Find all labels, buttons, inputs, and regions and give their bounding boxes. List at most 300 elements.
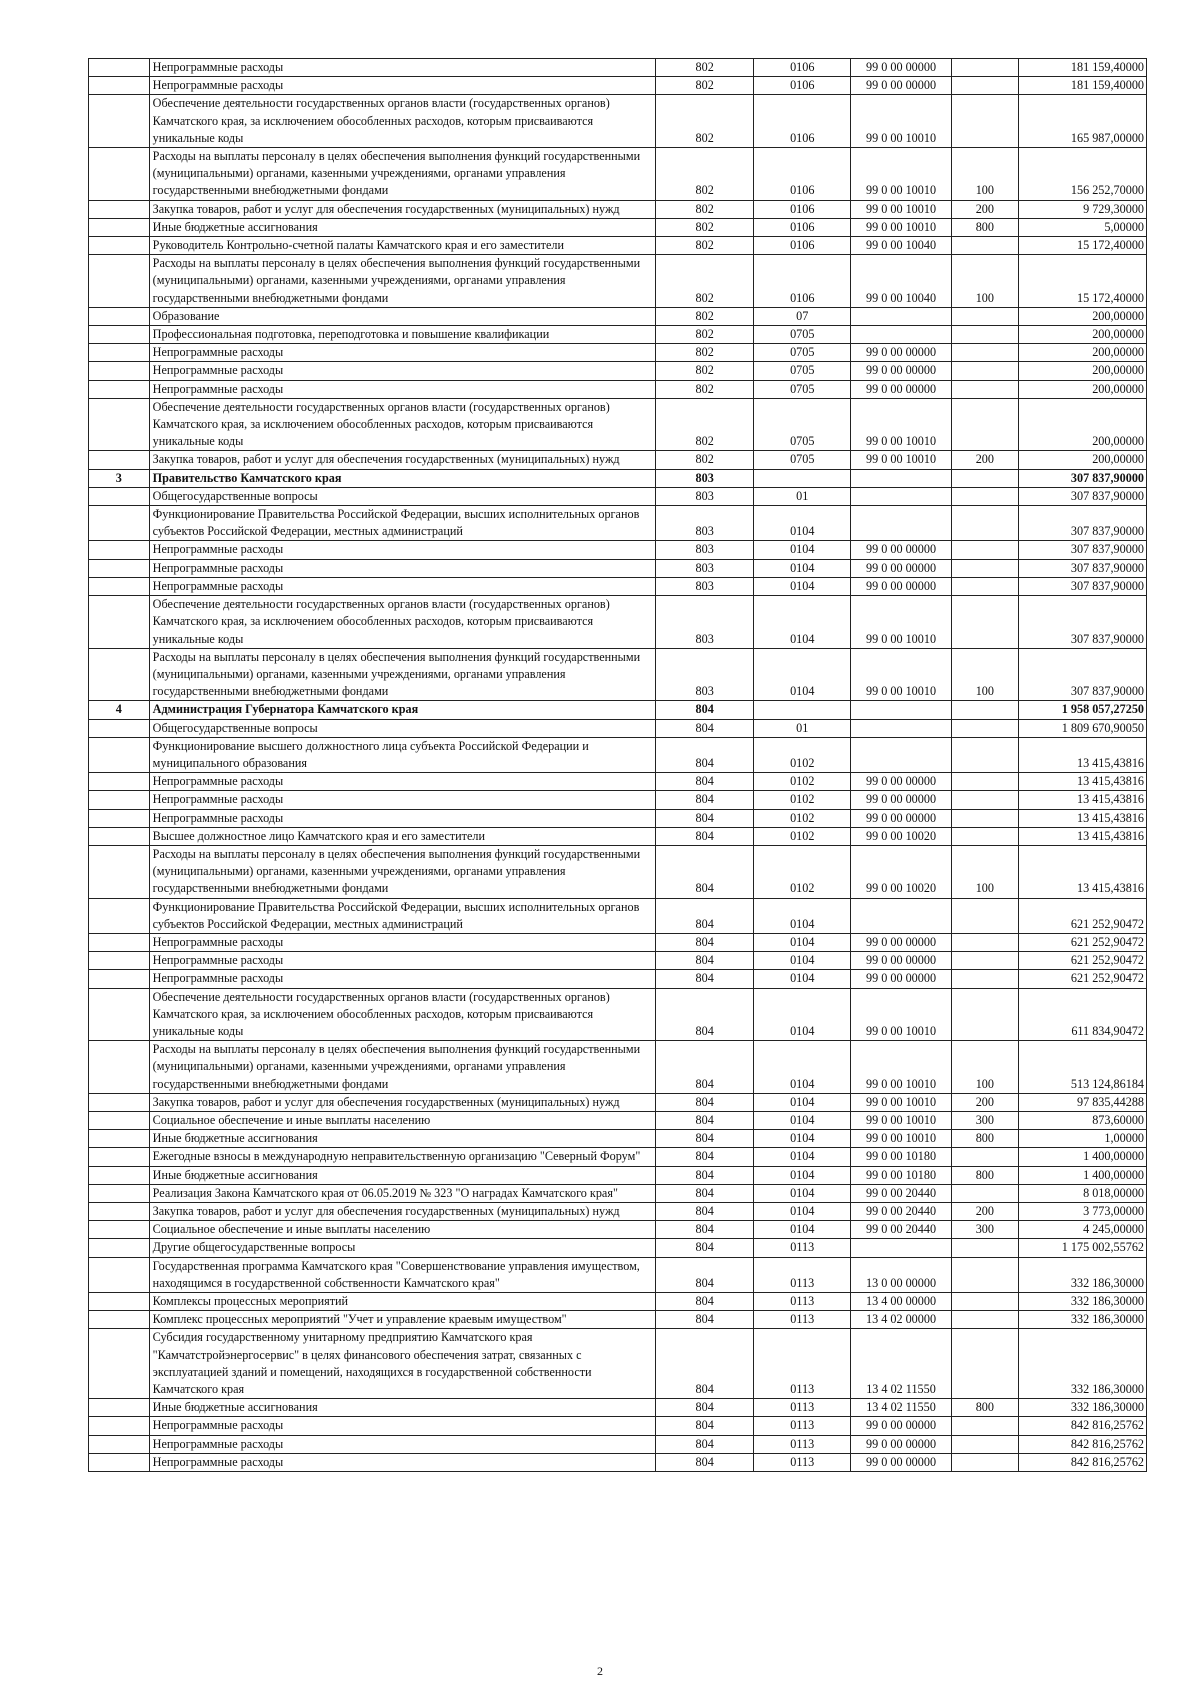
- amount-cell: 1 809 670,90050: [1019, 719, 1147, 737]
- expense-name-cell: Общегосударственные вопросы: [149, 487, 655, 505]
- table-row: [89, 1184, 1147, 1202]
- amount-cell: 621 252,90472: [1019, 970, 1147, 988]
- department-code-cell: 804: [656, 737, 754, 772]
- target-article-cell: [851, 307, 951, 325]
- expense-name-cell: Расходы на выплаты персоналу в целях обеспечения выполнения функций государственными (муниципальными) органами, казенными учреждениями, органами управления государственными внебюджетными фондами: [149, 648, 655, 701]
- amount-cell: 181 159,40000: [1019, 77, 1147, 95]
- expense-name-cell: Непрограммные расходы: [149, 933, 655, 951]
- department-code-cell: 804: [656, 719, 754, 737]
- section-code-cell: 0104: [754, 970, 851, 988]
- row-number-cell: [89, 255, 150, 308]
- section-code-cell: 0104: [754, 1041, 851, 1094]
- target-article-cell: 99 0 00 00000: [851, 970, 951, 988]
- amount-cell: 13 415,43816: [1019, 809, 1147, 827]
- section-code-cell: 0705: [754, 326, 851, 344]
- section-code-cell: 0102: [754, 845, 851, 898]
- department-code-cell: 802: [656, 148, 754, 201]
- target-article-cell: [851, 1239, 951, 1257]
- amount-cell: 332 186,30000: [1019, 1311, 1147, 1329]
- expense-name-cell: Непрограммные расходы: [149, 77, 655, 95]
- expense-name-cell: Социальное обеспечение и иные выплаты населению: [149, 1221, 655, 1239]
- table-row: [89, 506, 1147, 541]
- expense-name-cell: Непрограммные расходы: [149, 952, 655, 970]
- table-row: [89, 218, 1147, 236]
- expense-type-cell: [951, 541, 1018, 559]
- amount-cell: 513 124,86184: [1019, 1041, 1147, 1094]
- department-code-cell: 804: [656, 952, 754, 970]
- table-row: [89, 988, 1147, 1041]
- target-article-cell: 13 0 00 00000: [851, 1257, 951, 1292]
- table-row: [89, 469, 1147, 487]
- expense-name-cell: Функционирование Правительства Российской Федерации, высших исполнительных органов субъектов Российской Федерации, местных администраций: [149, 898, 655, 933]
- amount-cell: 332 186,30000: [1019, 1329, 1147, 1399]
- target-article-cell: 99 0 00 00000: [851, 380, 951, 398]
- amount-cell: 13 415,43816: [1019, 737, 1147, 772]
- expense-type-cell: 100: [951, 255, 1018, 308]
- expense-type-cell: 100: [951, 1041, 1018, 1094]
- expense-name-cell: Непрограммные расходы: [149, 541, 655, 559]
- table-row: [89, 737, 1147, 772]
- expense-type-cell: [951, 237, 1018, 255]
- amount-cell: 13 415,43816: [1019, 791, 1147, 809]
- table-row: [89, 541, 1147, 559]
- expense-type-cell: 100: [951, 648, 1018, 701]
- section-code-cell: 0113: [754, 1435, 851, 1453]
- row-number-cell: [89, 487, 150, 505]
- target-article-cell: 13 4 02 11550: [851, 1329, 951, 1399]
- table-row: [89, 148, 1147, 201]
- section-code-cell: 0106: [754, 77, 851, 95]
- amount-cell: 842 816,25762: [1019, 1435, 1147, 1453]
- expense-type-cell: [951, 952, 1018, 970]
- expense-type-cell: [951, 719, 1018, 737]
- amount-cell: 15 172,40000: [1019, 237, 1147, 255]
- table-row: [89, 970, 1147, 988]
- department-code-cell: 802: [656, 237, 754, 255]
- department-code-cell: 802: [656, 326, 754, 344]
- row-number-cell: [89, 1453, 150, 1471]
- row-number-cell: [89, 218, 150, 236]
- table-row: [89, 1257, 1147, 1292]
- table-row: [89, 398, 1147, 451]
- amount-cell: 307 837,90000: [1019, 469, 1147, 487]
- amount-cell: 3 773,00000: [1019, 1203, 1147, 1221]
- expense-name-cell: Иные бюджетные ассигнования: [149, 1130, 655, 1148]
- department-code-cell: 804: [656, 845, 754, 898]
- expense-name-cell: Обеспечение деятельности государственных органов власти (государственных органов) Камчатского края, за исключением обособленных расходов, которым присваиваются уникальные коды: [149, 596, 655, 649]
- table-row: [89, 1435, 1147, 1453]
- row-number-cell: [89, 200, 150, 218]
- table-row: [89, 827, 1147, 845]
- table-row: [89, 898, 1147, 933]
- expense-type-cell: [951, 701, 1018, 719]
- amount-cell: 200,00000: [1019, 362, 1147, 380]
- row-number-cell: [89, 845, 150, 898]
- expense-type-cell: [951, 1435, 1018, 1453]
- department-code-cell: 803: [656, 559, 754, 577]
- amount-cell: 1 958 057,27250: [1019, 701, 1147, 719]
- expense-name-cell: Непрограммные расходы: [149, 809, 655, 827]
- table-row: [89, 1453, 1147, 1471]
- target-article-cell: [851, 469, 951, 487]
- section-code-cell: 01: [754, 487, 851, 505]
- amount-cell: 621 252,90472: [1019, 933, 1147, 951]
- section-code-cell: 0106: [754, 255, 851, 308]
- table-row: [89, 362, 1147, 380]
- table-row: [89, 596, 1147, 649]
- department-code-cell: 802: [656, 200, 754, 218]
- expense-name-cell: Закупка товаров, работ и услуг для обеспечения государственных (муниципальных) нужд: [149, 1093, 655, 1111]
- amount-cell: 307 837,90000: [1019, 577, 1147, 595]
- expense-type-cell: [951, 988, 1018, 1041]
- expense-type-cell: [951, 487, 1018, 505]
- table-row: [89, 952, 1147, 970]
- amount-cell: 307 837,90000: [1019, 559, 1147, 577]
- table-row: [89, 255, 1147, 308]
- amount-cell: 200,00000: [1019, 398, 1147, 451]
- table-row: [89, 237, 1147, 255]
- expense-type-cell: [951, 737, 1018, 772]
- row-number-cell: [89, 1041, 150, 1094]
- section-code-cell: 0113: [754, 1453, 851, 1471]
- section-code-cell: 0104: [754, 952, 851, 970]
- table-row: [89, 1130, 1147, 1148]
- table-row: [89, 200, 1147, 218]
- table-row: [89, 307, 1147, 325]
- amount-cell: 181 159,40000: [1019, 59, 1147, 77]
- row-number-cell: [89, 541, 150, 559]
- target-article-cell: 99 0 00 10010: [851, 451, 951, 469]
- table-row: [89, 559, 1147, 577]
- row-number-cell: [89, 1399, 150, 1417]
- expense-name-cell: Непрограммные расходы: [149, 1453, 655, 1471]
- target-article-cell: 99 0 00 00000: [851, 791, 951, 809]
- expense-name-cell: Комплексы процессных мероприятий: [149, 1293, 655, 1311]
- expense-type-cell: [951, 791, 1018, 809]
- table-row: [89, 1166, 1147, 1184]
- target-article-cell: [851, 719, 951, 737]
- amount-cell: 13 415,43816: [1019, 773, 1147, 791]
- row-number-cell: [89, 827, 150, 845]
- section-code-cell: 0104: [754, 1166, 851, 1184]
- target-article-cell: 99 0 00 20440: [851, 1221, 951, 1239]
- expense-type-cell: [951, 898, 1018, 933]
- table-row: [89, 577, 1147, 595]
- expense-name-cell: Профессиональная подготовка, переподготовка и повышение квалификации: [149, 326, 655, 344]
- amount-cell: 156 252,70000: [1019, 148, 1147, 201]
- target-article-cell: 99 0 00 10010: [851, 148, 951, 201]
- target-article-cell: 99 0 00 10180: [851, 1148, 951, 1166]
- table-row: [89, 845, 1147, 898]
- amount-cell: 200,00000: [1019, 344, 1147, 362]
- expense-name-cell: Социальное обеспечение и иные выплаты населению: [149, 1111, 655, 1129]
- expense-name-cell: Обеспечение деятельности государственных органов власти (государственных органов) Камчатского края, за исключением обособленных расходов, которым присваиваются уникальные коды: [149, 398, 655, 451]
- table-row: [89, 77, 1147, 95]
- expense-type-cell: [951, 95, 1018, 148]
- section-code-cell: 0113: [754, 1257, 851, 1292]
- row-number-cell: [89, 1130, 150, 1148]
- target-article-cell: 99 0 00 10010: [851, 95, 951, 148]
- target-article-cell: [851, 737, 951, 772]
- section-code-cell: 0104: [754, 596, 851, 649]
- expense-name-cell: Субсидия государственному унитарному предприятию Камчатского края "Камчатстройэнергосервис" в целях финансового обеспечения затрат, связанных с эксплуатацией зданий и помещений, находящихся в государственной собственности Камчатского края: [149, 1329, 655, 1399]
- expense-name-cell: Непрограммные расходы: [149, 773, 655, 791]
- table-row: [89, 59, 1147, 77]
- department-code-cell: 804: [656, 1257, 754, 1292]
- table-row: [89, 719, 1147, 737]
- department-code-cell: 804: [656, 970, 754, 988]
- amount-cell: 13 415,43816: [1019, 845, 1147, 898]
- table-row: [89, 1111, 1147, 1129]
- amount-cell: 9 729,30000: [1019, 200, 1147, 218]
- expense-type-cell: [951, 362, 1018, 380]
- target-article-cell: [851, 701, 951, 719]
- section-code-cell: 0104: [754, 1184, 851, 1202]
- expense-name-cell: Расходы на выплаты персоналу в целях обеспечения выполнения функций государственными (муниципальными) органами, казенными учреждениями, органами управления государственными внебюджетными фондами: [149, 1041, 655, 1094]
- department-code-cell: 803: [656, 506, 754, 541]
- row-number-cell: [89, 1257, 150, 1292]
- expense-type-cell: 200: [951, 200, 1018, 218]
- table-row: [89, 1221, 1147, 1239]
- target-article-cell: 13 4 02 00000: [851, 1311, 951, 1329]
- amount-cell: 15 172,40000: [1019, 255, 1147, 308]
- section-code-cell: 0705: [754, 344, 851, 362]
- amount-cell: 332 186,30000: [1019, 1293, 1147, 1311]
- table-row: [89, 380, 1147, 398]
- expense-name-cell: Обеспечение деятельности государственных органов власти (государственных органов) Камчатского края, за исключением обособленных расходов, которым присваиваются уникальные коды: [149, 95, 655, 148]
- target-article-cell: 99 0 00 10040: [851, 237, 951, 255]
- expense-type-cell: 200: [951, 1093, 1018, 1111]
- section-code-cell: 0705: [754, 362, 851, 380]
- row-number-cell: [89, 1417, 150, 1435]
- expense-name-cell: Высшее должностное лицо Камчатского края и его заместители: [149, 827, 655, 845]
- target-article-cell: 99 0 00 00000: [851, 362, 951, 380]
- table-row: [89, 1329, 1147, 1399]
- table-row: [89, 95, 1147, 148]
- section-code-cell: 0104: [754, 1221, 851, 1239]
- section-code-cell: 0104: [754, 648, 851, 701]
- target-article-cell: 99 0 00 00000: [851, 933, 951, 951]
- amount-cell: 13 415,43816: [1019, 827, 1147, 845]
- department-code-cell: 802: [656, 380, 754, 398]
- department-code-cell: 803: [656, 541, 754, 559]
- row-number-cell: [89, 648, 150, 701]
- table-row: [89, 933, 1147, 951]
- table-row: [89, 1203, 1147, 1221]
- department-code-cell: 804: [656, 1311, 754, 1329]
- expense-type-cell: 200: [951, 1203, 1018, 1221]
- target-article-cell: 99 0 00 10010: [851, 648, 951, 701]
- row-number-cell: [89, 344, 150, 362]
- section-code-cell: 0106: [754, 200, 851, 218]
- table-row: [89, 809, 1147, 827]
- amount-cell: 200,00000: [1019, 451, 1147, 469]
- section-code-cell: 0113: [754, 1293, 851, 1311]
- target-article-cell: 99 0 00 10010: [851, 218, 951, 236]
- department-code-cell: 804: [656, 1221, 754, 1239]
- section-code-cell: 0102: [754, 737, 851, 772]
- department-code-cell: 802: [656, 344, 754, 362]
- department-code-cell: 804: [656, 1041, 754, 1094]
- amount-cell: 1 175 002,55762: [1019, 1239, 1147, 1257]
- row-number-cell: [89, 898, 150, 933]
- expense-name-cell: Ежегодные взносы в международную неправительственную организацию "Северный Форум": [149, 1148, 655, 1166]
- expense-type-cell: 100: [951, 148, 1018, 201]
- expense-name-cell: Непрограммные расходы: [149, 59, 655, 77]
- row-number-cell: [89, 398, 150, 451]
- expense-name-cell: Администрация Губернатора Камчатского края: [149, 701, 655, 719]
- department-code-cell: 804: [656, 933, 754, 951]
- section-code-cell: 0113: [754, 1239, 851, 1257]
- budget-table: [88, 58, 1147, 1472]
- amount-cell: 1 400,00000: [1019, 1166, 1147, 1184]
- expense-type-cell: 200: [951, 451, 1018, 469]
- expense-name-cell: Руководитель Контрольно-счетной палаты Камчатского края и его заместители: [149, 237, 655, 255]
- department-code-cell: 803: [656, 577, 754, 595]
- section-code-cell: 07: [754, 307, 851, 325]
- row-number-cell: [89, 77, 150, 95]
- target-article-cell: [851, 506, 951, 541]
- section-code-cell: 0113: [754, 1399, 851, 1417]
- target-article-cell: 13 4 00 00000: [851, 1293, 951, 1311]
- target-article-cell: 99 0 00 00000: [851, 809, 951, 827]
- amount-cell: 307 837,90000: [1019, 648, 1147, 701]
- department-code-cell: 804: [656, 1166, 754, 1184]
- target-article-cell: 99 0 00 00000: [851, 541, 951, 559]
- row-number-cell: [89, 148, 150, 201]
- target-article-cell: 99 0 00 10020: [851, 827, 951, 845]
- department-code-cell: 803: [656, 648, 754, 701]
- department-code-cell: 804: [656, 1329, 754, 1399]
- expense-type-cell: [951, 1148, 1018, 1166]
- amount-cell: 611 834,90472: [1019, 988, 1147, 1041]
- section-code-cell: 0104: [754, 1148, 851, 1166]
- expense-type-cell: 800: [951, 1130, 1018, 1148]
- target-article-cell: 99 0 00 00000: [851, 77, 951, 95]
- expense-name-cell: Непрограммные расходы: [149, 380, 655, 398]
- expense-name-cell: Непрограммные расходы: [149, 362, 655, 380]
- target-article-cell: [851, 487, 951, 505]
- row-number-cell: [89, 1329, 150, 1399]
- department-code-cell: 803: [656, 596, 754, 649]
- department-code-cell: 804: [656, 1293, 754, 1311]
- amount-cell: 1 400,00000: [1019, 1148, 1147, 1166]
- department-code-cell: 804: [656, 1203, 754, 1221]
- department-code-cell: 804: [656, 1111, 754, 1129]
- section-code-cell: 01: [754, 719, 851, 737]
- page-number: 2: [597, 1664, 603, 1678]
- row-number-cell: 3: [89, 469, 150, 487]
- target-article-cell: 99 0 00 20440: [851, 1203, 951, 1221]
- expense-type-cell: [951, 1239, 1018, 1257]
- table-row: [89, 1293, 1147, 1311]
- section-code-cell: 0705: [754, 451, 851, 469]
- row-number-cell: [89, 577, 150, 595]
- department-code-cell: 804: [656, 1453, 754, 1471]
- row-number-cell: [89, 933, 150, 951]
- target-article-cell: 99 0 00 10020: [851, 845, 951, 898]
- section-code-cell: 0102: [754, 827, 851, 845]
- row-number-cell: [89, 1111, 150, 1129]
- expense-type-cell: [951, 1453, 1018, 1471]
- target-article-cell: [851, 326, 951, 344]
- target-article-cell: 99 0 00 00000: [851, 773, 951, 791]
- target-article-cell: 13 4 02 11550: [851, 1399, 951, 1417]
- row-number-cell: [89, 59, 150, 77]
- amount-cell: 332 186,30000: [1019, 1399, 1147, 1417]
- expense-type-cell: [951, 1417, 1018, 1435]
- table-row: [89, 773, 1147, 791]
- row-number-cell: [89, 773, 150, 791]
- section-code-cell: 0102: [754, 773, 851, 791]
- section-code-cell: 0104: [754, 1130, 851, 1148]
- row-number-cell: [89, 362, 150, 380]
- expense-name-cell: Расходы на выплаты персоналу в целях обеспечения выполнения функций государственными (муниципальными) органами, казенными учреждениями, органами управления государственными внебюджетными фондами: [149, 255, 655, 308]
- amount-cell: 307 837,90000: [1019, 596, 1147, 649]
- department-code-cell: 802: [656, 77, 754, 95]
- department-code-cell: 802: [656, 95, 754, 148]
- expense-type-cell: [951, 773, 1018, 791]
- section-code-cell: 0106: [754, 59, 851, 77]
- section-code-cell: 0113: [754, 1329, 851, 1399]
- expense-name-cell: Непрограммные расходы: [149, 559, 655, 577]
- table-row: [89, 1239, 1147, 1257]
- row-number-cell: [89, 1221, 150, 1239]
- amount-cell: 165 987,00000: [1019, 95, 1147, 148]
- expense-name-cell: Общегосударственные вопросы: [149, 719, 655, 737]
- section-code-cell: 0102: [754, 791, 851, 809]
- section-code-cell: 0104: [754, 988, 851, 1041]
- table-row: [89, 648, 1147, 701]
- department-code-cell: 804: [656, 1435, 754, 1453]
- section-code-cell: 0104: [754, 1111, 851, 1129]
- expense-type-cell: [951, 596, 1018, 649]
- amount-cell: 621 252,90472: [1019, 952, 1147, 970]
- target-article-cell: 99 0 00 00000: [851, 577, 951, 595]
- department-code-cell: 804: [656, 898, 754, 933]
- section-code-cell: 0705: [754, 380, 851, 398]
- department-code-cell: 802: [656, 451, 754, 469]
- row-number-cell: [89, 596, 150, 649]
- section-code-cell: 0106: [754, 237, 851, 255]
- amount-cell: 200,00000: [1019, 380, 1147, 398]
- row-number-cell: [89, 1203, 150, 1221]
- table-row: [89, 1148, 1147, 1166]
- row-number-cell: [89, 95, 150, 148]
- expense-name-cell: Иные бюджетные ассигнования: [149, 1166, 655, 1184]
- row-number-cell: [89, 506, 150, 541]
- amount-cell: 8 018,00000: [1019, 1184, 1147, 1202]
- expense-type-cell: 800: [951, 218, 1018, 236]
- department-code-cell: 804: [656, 1399, 754, 1417]
- expense-name-cell: Непрограммные расходы: [149, 791, 655, 809]
- expense-name-cell: Непрограммные расходы: [149, 344, 655, 362]
- target-article-cell: 99 0 00 00000: [851, 59, 951, 77]
- row-number-cell: [89, 1311, 150, 1329]
- section-code-cell: 0104: [754, 933, 851, 951]
- section-code-cell: 0106: [754, 148, 851, 201]
- row-number-cell: [89, 1093, 150, 1111]
- department-code-cell: 804: [656, 1093, 754, 1111]
- department-code-cell: 804: [656, 1239, 754, 1257]
- row-number-cell: [89, 1293, 150, 1311]
- department-code-cell: 804: [656, 827, 754, 845]
- amount-cell: 842 816,25762: [1019, 1453, 1147, 1471]
- department-code-cell: 802: [656, 307, 754, 325]
- amount-cell: 873,60000: [1019, 1111, 1147, 1129]
- expense-type-cell: 100: [951, 845, 1018, 898]
- row-number-cell: [89, 791, 150, 809]
